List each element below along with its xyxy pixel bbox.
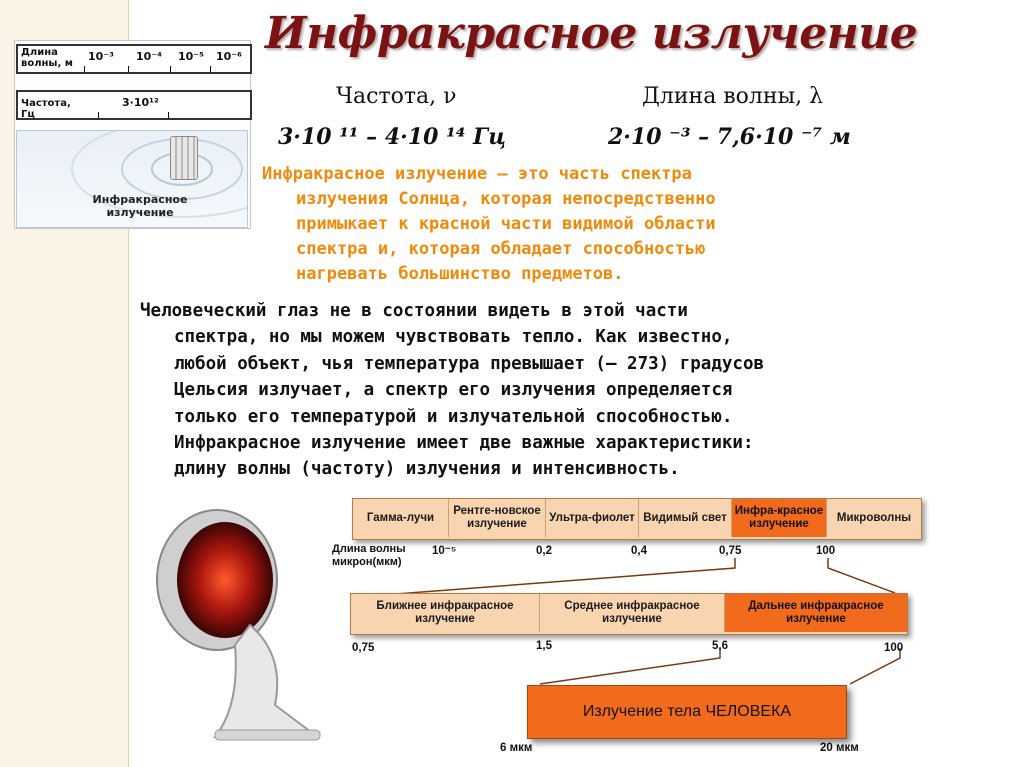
ir-value: 100 xyxy=(884,642,904,654)
radiator-icon xyxy=(170,136,198,180)
definition-text xyxy=(262,162,962,287)
scale-tick xyxy=(84,66,85,72)
axis-value: 10⁻⁵ xyxy=(432,545,457,557)
body-line: любой объект, чья температура превышает (– 273) градусов xyxy=(174,353,765,374)
wavelength-tick-label: 10⁻³ xyxy=(88,50,114,63)
scale-tick xyxy=(98,112,99,118)
body-paragraph xyxy=(140,298,1020,483)
wavelength-tick-label: 10⁻⁵ xyxy=(178,50,204,63)
human-range-end: 20 мкм xyxy=(820,742,859,754)
axis-value: 0,4 xyxy=(631,545,647,557)
frequency-scale xyxy=(16,90,252,120)
body-line: только его температурой и излучательной способностью. xyxy=(174,406,733,427)
scale-tick xyxy=(168,112,169,118)
band-xray: Рентге-новское излучение xyxy=(449,499,546,537)
wavelength-scale-label: Длина волны, м xyxy=(21,47,73,69)
ir-value: 0,75 xyxy=(352,642,375,654)
definition-line: примыкает к красной части видимой области xyxy=(296,214,716,234)
wavelength-label: Длина волны, λ xyxy=(642,84,824,109)
wavelength-tick-label: 10⁻⁶ xyxy=(216,50,242,63)
frequency-label: Частота, ν xyxy=(336,84,457,109)
frequency-value: 3·10¹² xyxy=(122,96,159,109)
wavelength-tick-label: 10⁻⁴ xyxy=(136,50,162,63)
ir-value: 5,6 xyxy=(712,640,728,652)
band-far-ir: Дальнее инфракрасное излучение xyxy=(725,594,907,632)
scale-tick xyxy=(128,66,129,72)
band-infrared: Инфра-красное излучение xyxy=(732,499,827,537)
frequency-scale-label: Частота, Гц xyxy=(21,98,71,120)
definition-line: спектра и, которая обладает способностью xyxy=(296,239,706,259)
ir-value: 1,5 xyxy=(536,640,552,652)
wavelength-scale xyxy=(16,44,252,74)
page-title: Инфракрасное излучение xyxy=(265,8,918,59)
human-range-start: 6 мкм xyxy=(500,742,533,754)
scale-tick xyxy=(210,66,211,72)
band-ultraviolet: Ультра-фиолет xyxy=(546,499,639,537)
band-visible: Видимый свет xyxy=(639,499,732,537)
band-gamma: Гамма-лучи xyxy=(353,499,449,537)
body-line: Цельсия излучает, а спектр его излучения определяется xyxy=(174,380,733,401)
band-near-ir: Ближнее инфракрасное излучение xyxy=(351,594,540,632)
band-microwave: Микроволны xyxy=(836,511,912,524)
infrared-subbands xyxy=(350,593,908,635)
heater-caption: Инфракрасное излучение xyxy=(92,193,188,219)
axis-value: 0,75 xyxy=(719,545,742,557)
body-line: спектра, но мы можем чувствовать тепло. Как известно, xyxy=(174,327,733,348)
definition-line: нагревать большинство предметов. xyxy=(296,264,624,284)
body-line: Человеческий глаз не в состоянии видеть в этой части xyxy=(140,301,688,321)
scale-tick xyxy=(170,66,171,72)
axis-label: Длина волны микрон(мкм) xyxy=(332,543,406,568)
spectrum-bands xyxy=(352,498,922,540)
definition-line: Инфракрасное излучение – это часть спектра xyxy=(262,164,692,184)
band-mid-ir: Среднее инфракрасное излучение xyxy=(540,594,725,632)
definition-line: излучения Солнца, которая непосредственно xyxy=(296,189,716,209)
heater-illustration xyxy=(16,130,248,228)
axis-value: 0,2 xyxy=(536,545,552,557)
wavelength-formula: 2·10 ⁻³ – 7,6·10 ⁻⁷ м xyxy=(608,124,851,150)
infrared-lamp-icon xyxy=(155,505,335,745)
body-line: длину волны (частоту) излучения и интенсивность. xyxy=(174,459,680,480)
human-radiation-box: Излучение тела ЧЕЛОВЕКА xyxy=(527,685,847,739)
frequency-formula: 3·10 ¹¹ – 4·10 ¹⁴ Гц xyxy=(278,124,506,150)
body-line: Инфракрасное излучение имеет две важные характеристики: xyxy=(174,433,754,454)
axis-value: 100 xyxy=(816,545,836,557)
